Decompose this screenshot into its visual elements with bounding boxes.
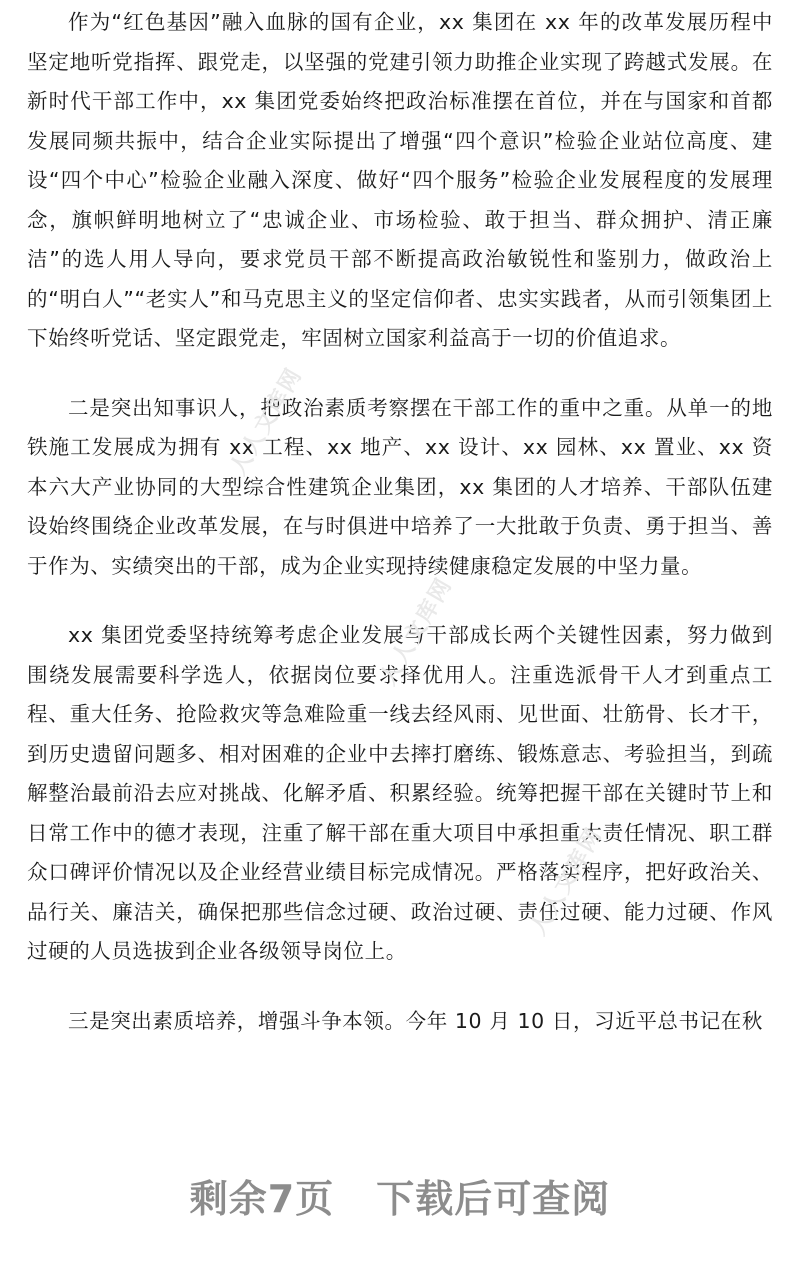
watermark: 人人文库网: [375, 572, 457, 690]
paragraph-1: 作为“红色基因”融入血脉的国有企业，xx 集团在 xx 年的改革发展历程中坚定地听党指挥、跟党走，以坚强的党建引领力助推企业实现了跨越式发展。在新时代干部工作中，xx 集团党委始终把政治标准摆在首位，并在与国家和首都发展同频共振中，结合企业实际提出了增强“四个意识”检验企业站位高度、建设“四个中心”检验企业融入深度、做好“四个服务”检验企业发展程度的发展理念，旗帜鲜明地树立了“忠诚企业、市场检验、敢于担当、群众拥护、清正廉洁”的选人用人导向，要求党员干部不断提高政治敏锐性和鉴别力，做政治上的“明白人”“老实人”和马克思主义的坚定信仰者、忠实实践者，从而引领集团上下始终听党话、坚定跟党走，牢固树立国家利益高于一切的价值追求。: [27, 10, 773, 350]
watermark: 人人文库网: [525, 822, 607, 940]
paragraph-3: xx 集团党委坚持统筹考虑企业发展与干部成长两个关键性因素，努力做到围绕发展需要科学选人，依据岗位要求择优用人。注重选派骨干人才到重点工程、重大任务、抢险救灾等急难险重一线去经风雨、见世面、壮筋骨、长才干，到历史遗留问题多、相对困难的企业中去摔打磨练、锻炼意志、考验担当，到疏解整治最前沿去应对挑战、化解矛盾、积累经验。统筹把握干部在关键时节上和日常工作中的德才表现，注重了解干部在重大项目中承担重大责任情况、职工群众口碑评价情况以及企业经营业绩目标完成情况。严格落实程序，把好政治关、品行关、廉洁关，确保把那些信念过硬、政治过硬、责任过硬、能力过硬、作风过硬的人员选拔到企业各级领导岗位上。: [27, 623, 773, 963]
paragraph-4: 三是突出素质培养，增强斗争本领。今年 10 月 10 日，习近平总书记在秋: [68, 1008, 763, 1033]
paragraph-2: 二是突出知事识人，把政治素质考察摆在干部工作的重中之重。从单一的地铁施工发展成为拥有 xx 工程、xx 地产、xx 设计、xx 园林、xx 置业、xx 资本六大产业协同的大型综合性建筑企业集团，xx 集团的人才培养、干部队伍建设始终围绕企业改革发展，在与时俱进中培养了一大批敢于负责、勇于担当、善于作为、实绩突出的干部，成为企业实现持续健康稳定发展的中坚力量。: [27, 395, 773, 578]
remaining-pages-label: 剩余7页: [189, 1177, 335, 1221]
document-body: [27, 0, 773, 1041]
watermark: 人人文库网: [225, 362, 307, 480]
download-hint-label: 下载后可查阅: [376, 1177, 611, 1221]
download-banner[interactable]: [0, 1168, 800, 1223]
